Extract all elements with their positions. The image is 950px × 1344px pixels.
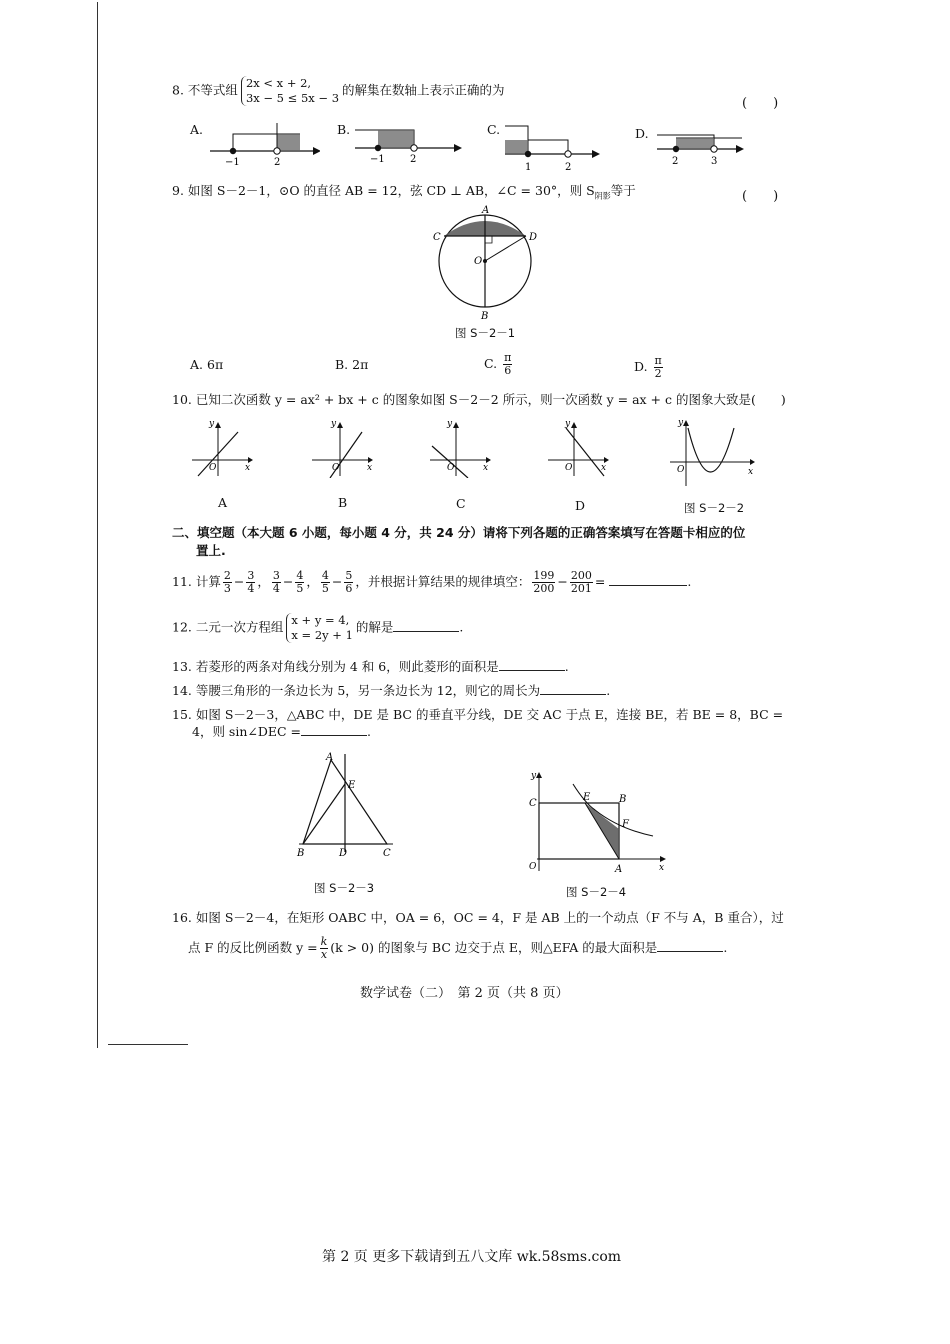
equation-system: x + y = 4, x = 2y + 1 <box>286 613 353 643</box>
point-label: D <box>529 232 538 243</box>
question-text: 不等式组 <box>187 82 238 98</box>
answer-blank[interactable] <box>540 682 606 695</box>
point-label: O <box>474 256 483 267</box>
svg-text:O: O <box>565 463 573 473</box>
svg-text:x: x <box>245 463 251 473</box>
tick-label: 2 <box>565 162 572 173</box>
question-11: 11. 计算 $\frac{2}{3}$ − $\frac{3}{4}$ ， $\frac{3}{4}$ − $\frac{4}{5}$ ， $\frac{4}{5}$ − $\frac{5}{6}$ ，并根据计算结果的规律填空： $\frac{199}{200}$ − $\frac{200}{201}$ = . <box>172 569 692 595</box>
option-label: C. <box>487 122 501 137</box>
binding-line-stub <box>108 1044 188 1045</box>
question-number: 8. <box>172 82 184 98</box>
parabola-graph <box>668 416 758 488</box>
option-label: B. <box>337 122 351 137</box>
answer-blank[interactable] <box>393 619 459 632</box>
question-9 <box>172 183 636 205</box>
question-number: 11. <box>172 574 192 589</box>
svg-text:O: O <box>332 463 340 473</box>
figure-caption: 图 S－2－4 <box>566 885 627 899</box>
svg-text:E: E <box>583 792 591 803</box>
tick-label: 2 <box>274 157 281 168</box>
page-footer: 数学试卷（二） 第 2 页（共 8 页） <box>360 986 569 1001</box>
tick-label: −1 <box>225 157 240 168</box>
question-number: 12. <box>172 619 192 635</box>
equation-system: 2x < x + 2, 3x − 5 ≤ 5x − 3 <box>241 76 339 106</box>
question-number: 9. <box>172 183 184 198</box>
question-13: 13. 若菱形的两条对角线分别为 4 和 6，则此菱形的面积是 . <box>172 659 569 674</box>
answer-paren: ( ) <box>742 189 779 204</box>
svg-text:C: C <box>383 848 391 859</box>
svg-text:y: y <box>565 419 571 429</box>
tick-label: 3 <box>711 156 718 167</box>
question-text: 等于 <box>610 183 636 198</box>
svg-text:E: E <box>348 780 356 791</box>
svg-text:O: O <box>529 862 537 872</box>
triangle-figure <box>295 750 405 862</box>
svg-text:O: O <box>447 463 455 473</box>
line-graph-d <box>546 418 611 478</box>
option-c: C. $\frac{\pi}{6}$ <box>484 351 512 377</box>
circle-figure <box>430 203 540 321</box>
tick-label: −1 <box>370 154 385 165</box>
graph-label-a: A <box>218 495 228 510</box>
question-number: 16. <box>172 910 192 925</box>
question-number: 14. <box>172 683 192 698</box>
figure-caption: 图 S－2－3 <box>314 881 375 895</box>
svg-text:x: x <box>659 863 665 873</box>
question-number: 13. <box>172 659 192 674</box>
svg-text:C: C <box>529 798 537 809</box>
point-label: C <box>433 232 441 243</box>
svg-text:x: x <box>601 463 607 473</box>
number-line-c <box>500 118 610 176</box>
question-text: 如图 S－2－1，⊙O 的直径 AB = 12，弦 CD ⊥ AB，∠C = 30°，则 S <box>187 183 595 198</box>
point-label: B <box>481 311 489 321</box>
option-label: D. <box>635 126 649 141</box>
svg-text:y: y <box>678 418 684 428</box>
option-b: B. 2π <box>335 357 369 372</box>
svg-text:O: O <box>209 463 217 473</box>
option-d: D. $\frac{\pi}{2}$ <box>634 354 662 380</box>
answer-blank[interactable] <box>499 658 565 671</box>
line-graph-b <box>310 418 375 478</box>
number-line-d <box>652 124 752 174</box>
tick-label: 2 <box>410 154 417 165</box>
svg-text:A: A <box>326 752 334 763</box>
answer-blank[interactable] <box>609 573 687 586</box>
graph-label-c: C <box>456 496 466 511</box>
figure-caption: 图 S－2－1 <box>455 326 516 340</box>
number-line-a <box>205 118 320 168</box>
svg-text:x: x <box>483 463 489 473</box>
svg-text:y: y <box>531 771 537 781</box>
svg-text:x: x <box>748 467 754 477</box>
svg-text:B: B <box>297 848 305 859</box>
question-text: 的解集在数轴上表示正确的为 <box>342 82 505 98</box>
svg-text:A: A <box>615 864 623 875</box>
figure-caption: 图 S－2－2 <box>684 501 745 515</box>
svg-text:x: x <box>367 463 373 473</box>
question-16: 16. 如图 S－2－4，在矩形 OABC 中，OA = 6，OC = 4，F 是 AB 上的一个动点（F 不与 A，B 重合），过 <box>172 910 784 925</box>
option-a: A. 6π <box>190 357 224 372</box>
question-number: 15. <box>172 707 192 722</box>
question-8 <box>172 76 505 106</box>
question-16-line2: 点 F 的反比例函数 y = $\frac{k}{x}$ (k > 0) 的图象与 BC 边交于点 E，则△EFA 的最大面积是 . <box>188 935 728 961</box>
point-label: A <box>482 205 490 216</box>
question-14: 14. 等腰三角形的一条边长为 5，另一条边长为 12，则它的周长为 . <box>172 683 611 698</box>
option-label: A. <box>190 122 204 137</box>
line-graph-a <box>190 418 255 478</box>
number-line-b <box>350 118 465 168</box>
answer-blank[interactable] <box>657 939 723 952</box>
svg-text:y: y <box>447 419 453 429</box>
svg-text:B: B <box>619 794 627 805</box>
svg-text:O: O <box>677 465 685 475</box>
question-12: 12. 二元一次方程组 x + y = 4, x = 2y + 1的解是 . <box>172 613 464 642</box>
answer-blank[interactable] <box>301 723 367 736</box>
question-15: 15. 如图 S－2－3，△ABC 中，DE 是 BC 的垂直平分线，DE 交 AC 于点 E，连接 BE，若 BE = 8，BC = 4，则 sin∠DEC = . <box>172 707 784 739</box>
svg-text:F: F <box>622 819 629 830</box>
svg-text:y: y <box>331 419 337 429</box>
answer-paren: ( ) <box>742 96 779 111</box>
rectangle-hyperbola-figure <box>525 766 670 876</box>
tick-label: 1 <box>525 162 532 173</box>
question-number: 10. <box>172 392 192 407</box>
line-graph-c <box>428 418 493 478</box>
binding-line <box>97 2 98 1048</box>
question-text: 已知二次函数 y = ax² + bx + c 的图象如图 S－2－2 所示，则一次函数 y = ax + c 的图象大致是( ) <box>195 392 786 407</box>
section-header: 二、填空题（本大题 6 小题，每小题 4 分，共 24 分）请将下列各题的正确答案填写在答题卡相应的位 置上. <box>172 525 746 558</box>
graph-label-d: D <box>575 498 586 513</box>
bottom-note: 第 2 页 更多下载请到五八文库 wk.58sms.com <box>322 1249 622 1265</box>
svg-text:D: D <box>339 848 348 859</box>
graph-label-b: B <box>338 495 348 510</box>
question-10 <box>172 392 786 408</box>
subscript: 阴影 <box>594 191 611 201</box>
tick-label: 2 <box>672 156 679 167</box>
svg-text:y: y <box>209 419 215 429</box>
